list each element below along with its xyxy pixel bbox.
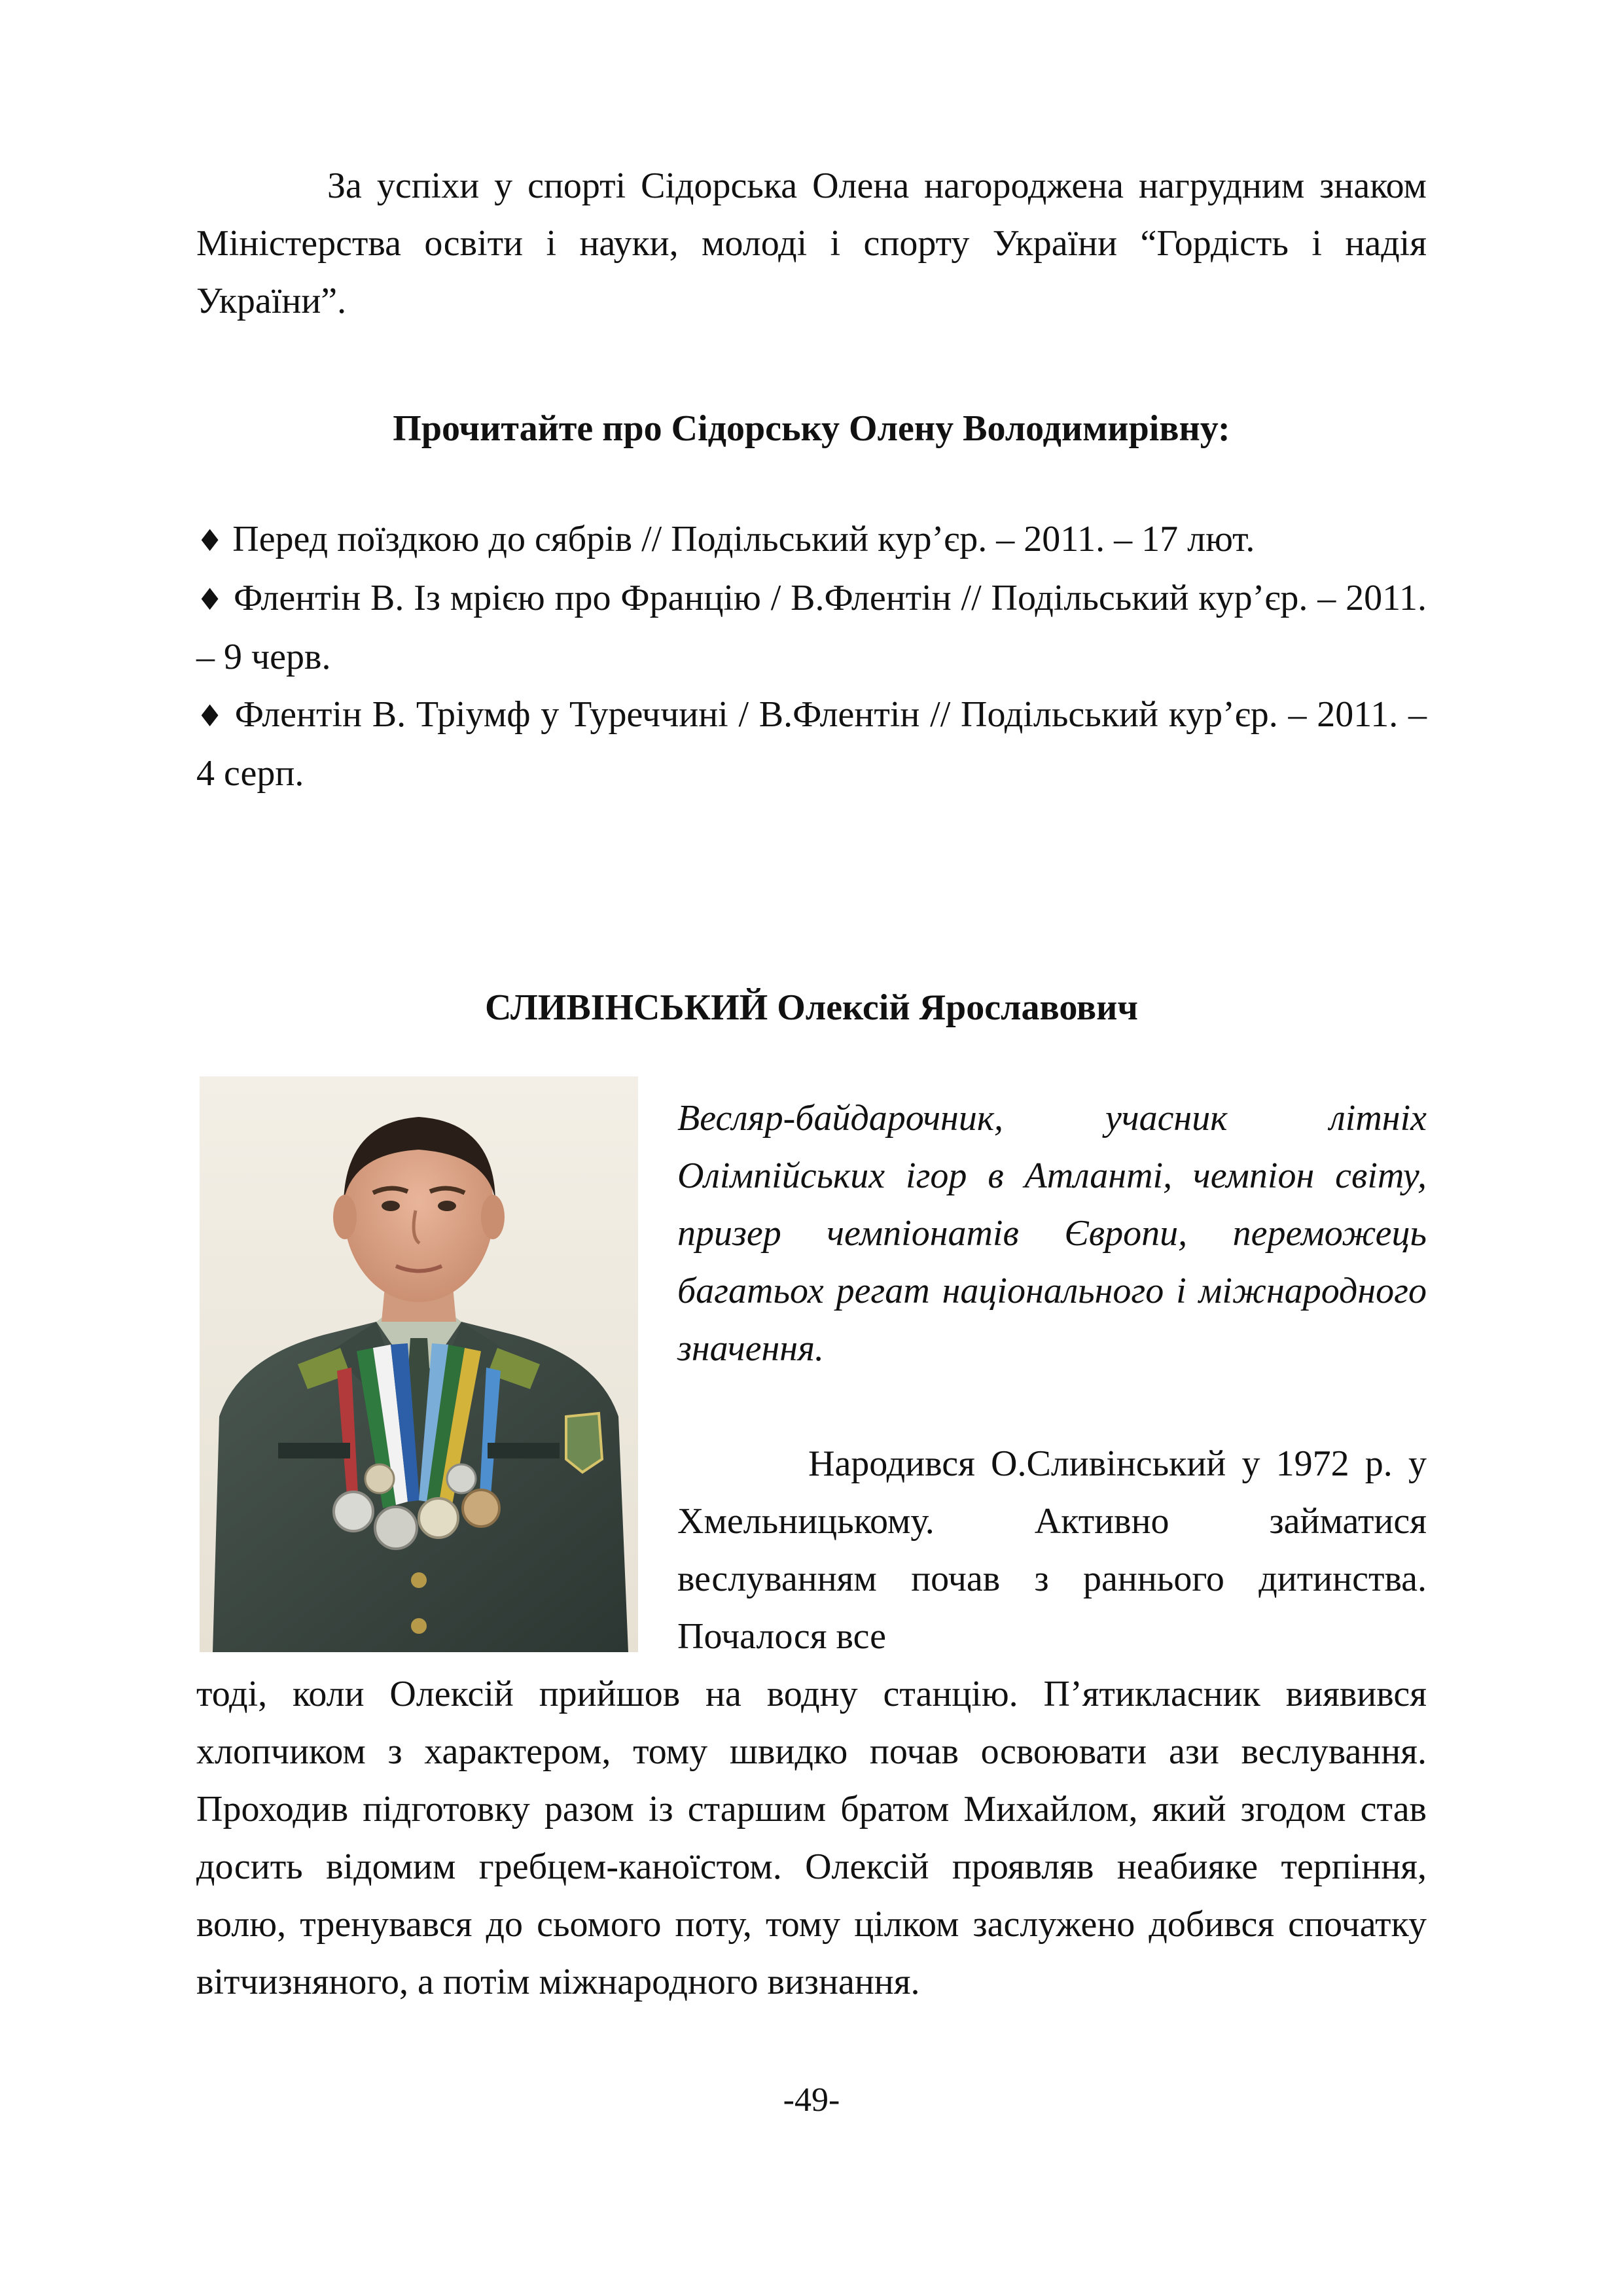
reading-list <box>196 510 1427 802</box>
person-given-names: Олексій Ярославович <box>777 987 1139 1028</box>
diamond-bullet-icon: ♦ <box>196 523 224 558</box>
biography-side-text: Народився О.Сливінський у 1972 р. у Хмельницькому. Активно займатися веслуванням почав з раннього дитинства. Почалося все <box>677 1443 1427 1657</box>
list-item <box>196 686 1427 802</box>
biography-continued-text: тоді, коли Олексій прийшов на водну станцію. П’ятикласник виявився хлопчиком з характером, тому швидко почав освоювати ази веслування. Проходив підготовку разом із старшим братом Михайлом, який згодом став досить відомим гребцем-каноїстом. Олексій проявляв неабияке терпіння, волю, тренувався до сьомого поту, тому цілком заслужено добився спочатку вітчизняного, а потім міжнародного визнання. <box>196 1674 1427 2002</box>
intro-paragraph: За успіхи у спорті Сідорська Олена нагороджена нагрудним знаком Міністерства освіти і науки, молоді і спорту України “Гордість і надія України”. <box>196 166 1427 321</box>
portrait-illustration-icon <box>200 1076 638 1652</box>
list-item <box>196 569 1427 686</box>
reading-heading: Прочитайте про Сідорську Олену Володимирівну: <box>393 408 1230 449</box>
diamond-bullet-icon: ♦ <box>196 698 225 733</box>
document-page <box>196 0 1427 2296</box>
list-item <box>196 510 1427 569</box>
athlete-summary: Весляр-байдарочник, учасник літніх Олімпійських ігор в Атланті, чемпіон світу, призер чемпіонатів Європи, переможець багатьох регат національного і міжнародного значення. <box>677 1098 1427 1369</box>
diamond-bullet-icon: ♦ <box>196 582 224 617</box>
reading-item-text: Флентін В. Тріумф у Туреччині / В.Флентін // Подільський кур’єр. – 2011. – 4 серп. <box>196 694 1427 794</box>
person-heading <box>196 981 1427 1034</box>
reading-item-text: Перед поїздкою до сябрів // Подільський кур’єр. – 2011. – 17 лют. <box>232 519 1255 559</box>
athlete-portrait-photo <box>200 1076 638 1652</box>
person-surname: СЛИВІНСЬКИЙ <box>484 987 768 1028</box>
page-number: -49- <box>783 2081 840 2119</box>
reading-item-text: Флентін В. Із мрією про Францію / В.Флентін // Подільський кур’єр. – 2011. – 9 черв. <box>196 578 1427 677</box>
